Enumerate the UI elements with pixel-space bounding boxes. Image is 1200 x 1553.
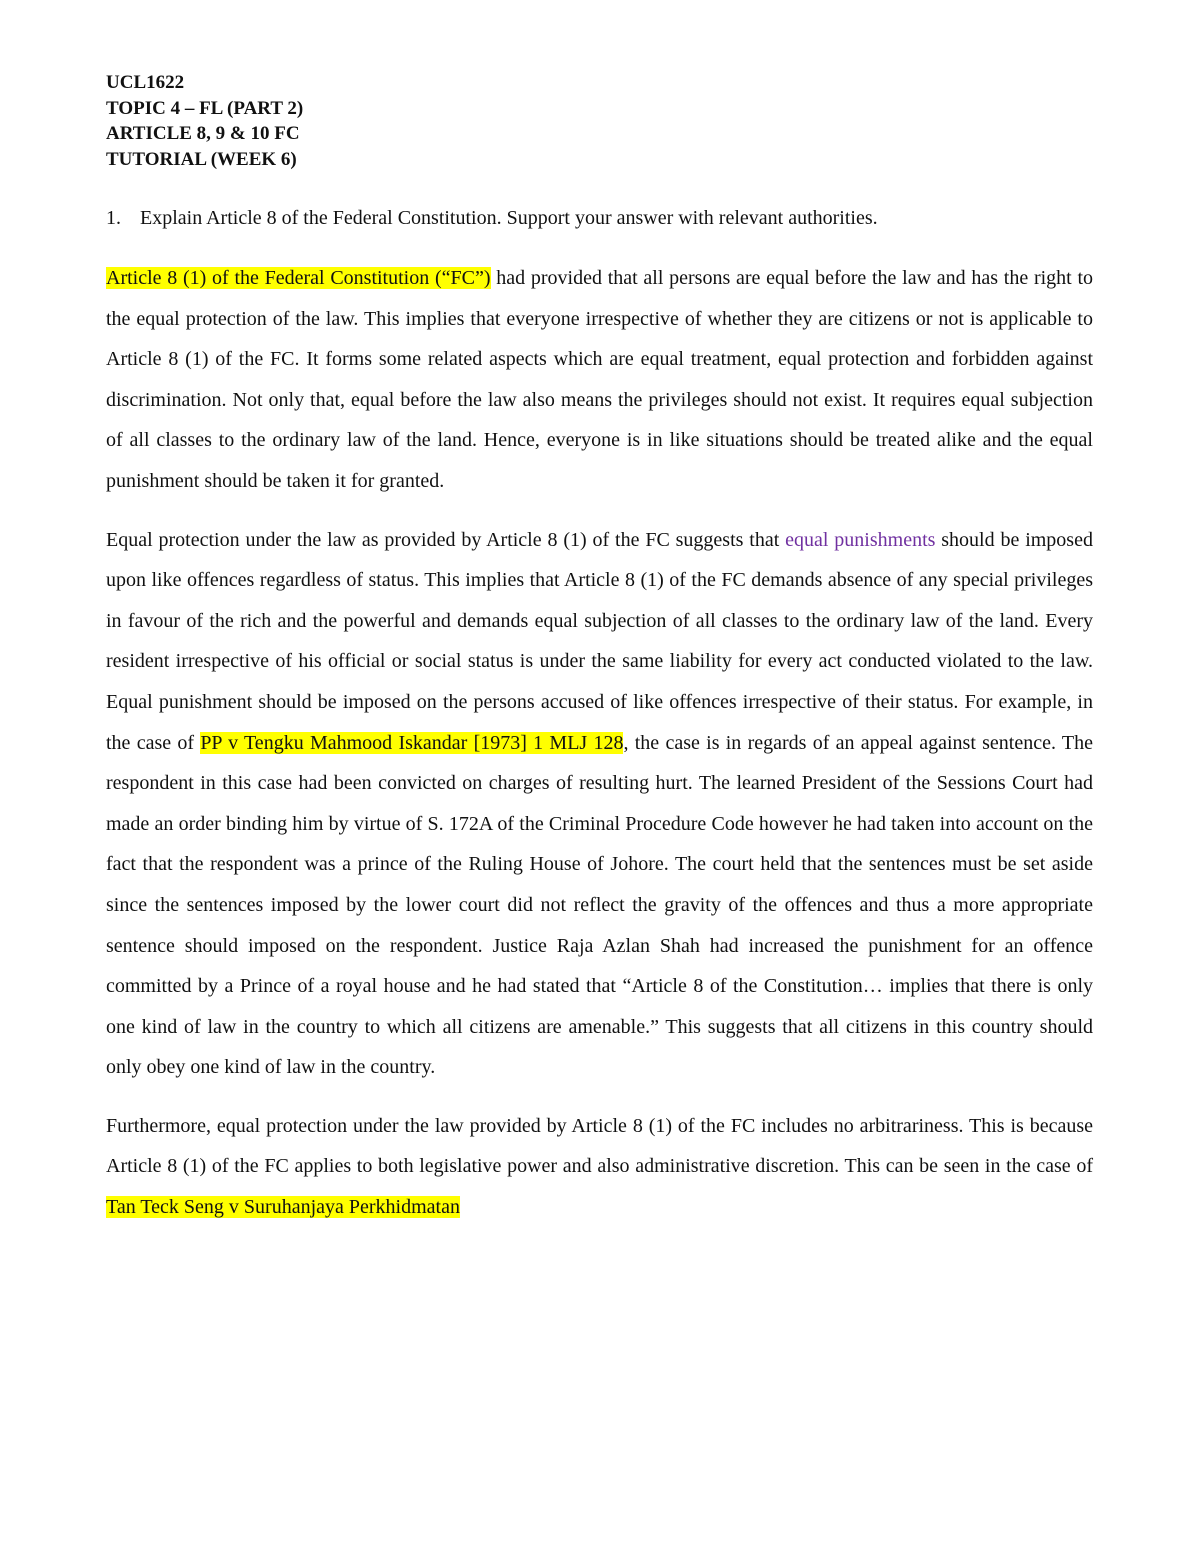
question-text: Explain Article 8 of the Federal Constitution. Support your answer with relevant authorities. — [140, 207, 878, 229]
paragraph-2-text-middle: should be imposed upon like offences regardless of status. This implies that Article 8 (1) of the FC demands absence of any special privileges in favour of the rich and the powerful and demands equal subjection of all classes to the ordinary law of the land. Every resident irrespective of his official or social status is under the same liability for every act conducted violated to the law. Equal punishment should be imposed on the persons accused of like offences irrespective of their status. For example, in the case of — [106, 528, 1093, 754]
paragraph-2-text-before: Equal protection under the law as provided by Article 8 (1) of the FC suggests that — [106, 528, 786, 551]
highlight-case-pp-v-tengku: PP v Tengku Mahmood Iskandar [1973] 1 MLJ 128 — [200, 731, 624, 754]
tutorial-title: TUTORIAL (WEEK 6) — [106, 148, 297, 170]
course-code: UCL1622 — [106, 72, 185, 93]
topic-title: TOPIC 4 – FL (PART 2) — [106, 97, 304, 119]
paragraph-2-text-after: , the case is in regards of an appeal against sentence. The respondent in this case had been convicted on charges of resulting hurt. The learned President of the Sessions Court had made an order binding him by virtue of S. 172A of the Criminal Procedure Code however he had taken into account on the fact that the respondent was a prince of the Ruling House of Johore. The court held that the sentences must be set aside since the sentences imposed by the lower court did not reflect the gravity of the offences and thus a more appropriate sentence should imposed on the respondent. Justice Raja Azlan Shah had increased the punishment for an offence committed by a Prince of a royal house and he had stated that “Article 8 of the Constitution… implies that there is only one kind of law in the country to which all citizens are amenable.” This suggests that all citizens in this country should only obey one kind of law in the country. — [106, 731, 1093, 1079]
paragraph-3-text-before: Furthermore, equal protection under the law provided by Article 8 (1) of the FC includes no arbitrariness. This is because Article 8 (1) of the FC applies to both legislative power and also administrative discretion. This can be seen in the case of — [106, 1114, 1093, 1178]
articles-title: ARTICLE 8, 9 & 10 FC — [106, 123, 300, 144]
equal-punishments-link[interactable]: equal punishments — [785, 528, 936, 551]
question-1 — [106, 204, 1093, 232]
paragraph-1-text: had provided that all persons are equal before the law and has the right to the equal protection of the law. This implies that everyone irrespective of whether they are citizens or not is applicable to Article 8 (1) of the FC. It forms some related aspects which are equal treatment, equal protection and forbidden against discrimination. Not only that, equal before the law also means the privileges should not exist. It requires equal subjection of all classes to the ordinary law of the land. Hence, everyone is in like situations should be treated alike and the equal punishment should be taken it for granted. — [106, 267, 1094, 492]
highlight-article-8: Article 8 (1) of the Federal Constitution (“FC”) — [106, 267, 491, 289]
paragraph-2 — [106, 520, 1093, 1088]
highlight-case-tan-teck-seng: Tan Teck Seng v Suruhanjaya Perkhidmatan — [106, 1196, 460, 1219]
paragraph-3 — [106, 1106, 1093, 1228]
question-number: 1. — [106, 207, 121, 229]
document-header — [106, 70, 1093, 172]
paragraph-1 — [106, 258, 1093, 502]
document-page — [106, 70, 1093, 1228]
